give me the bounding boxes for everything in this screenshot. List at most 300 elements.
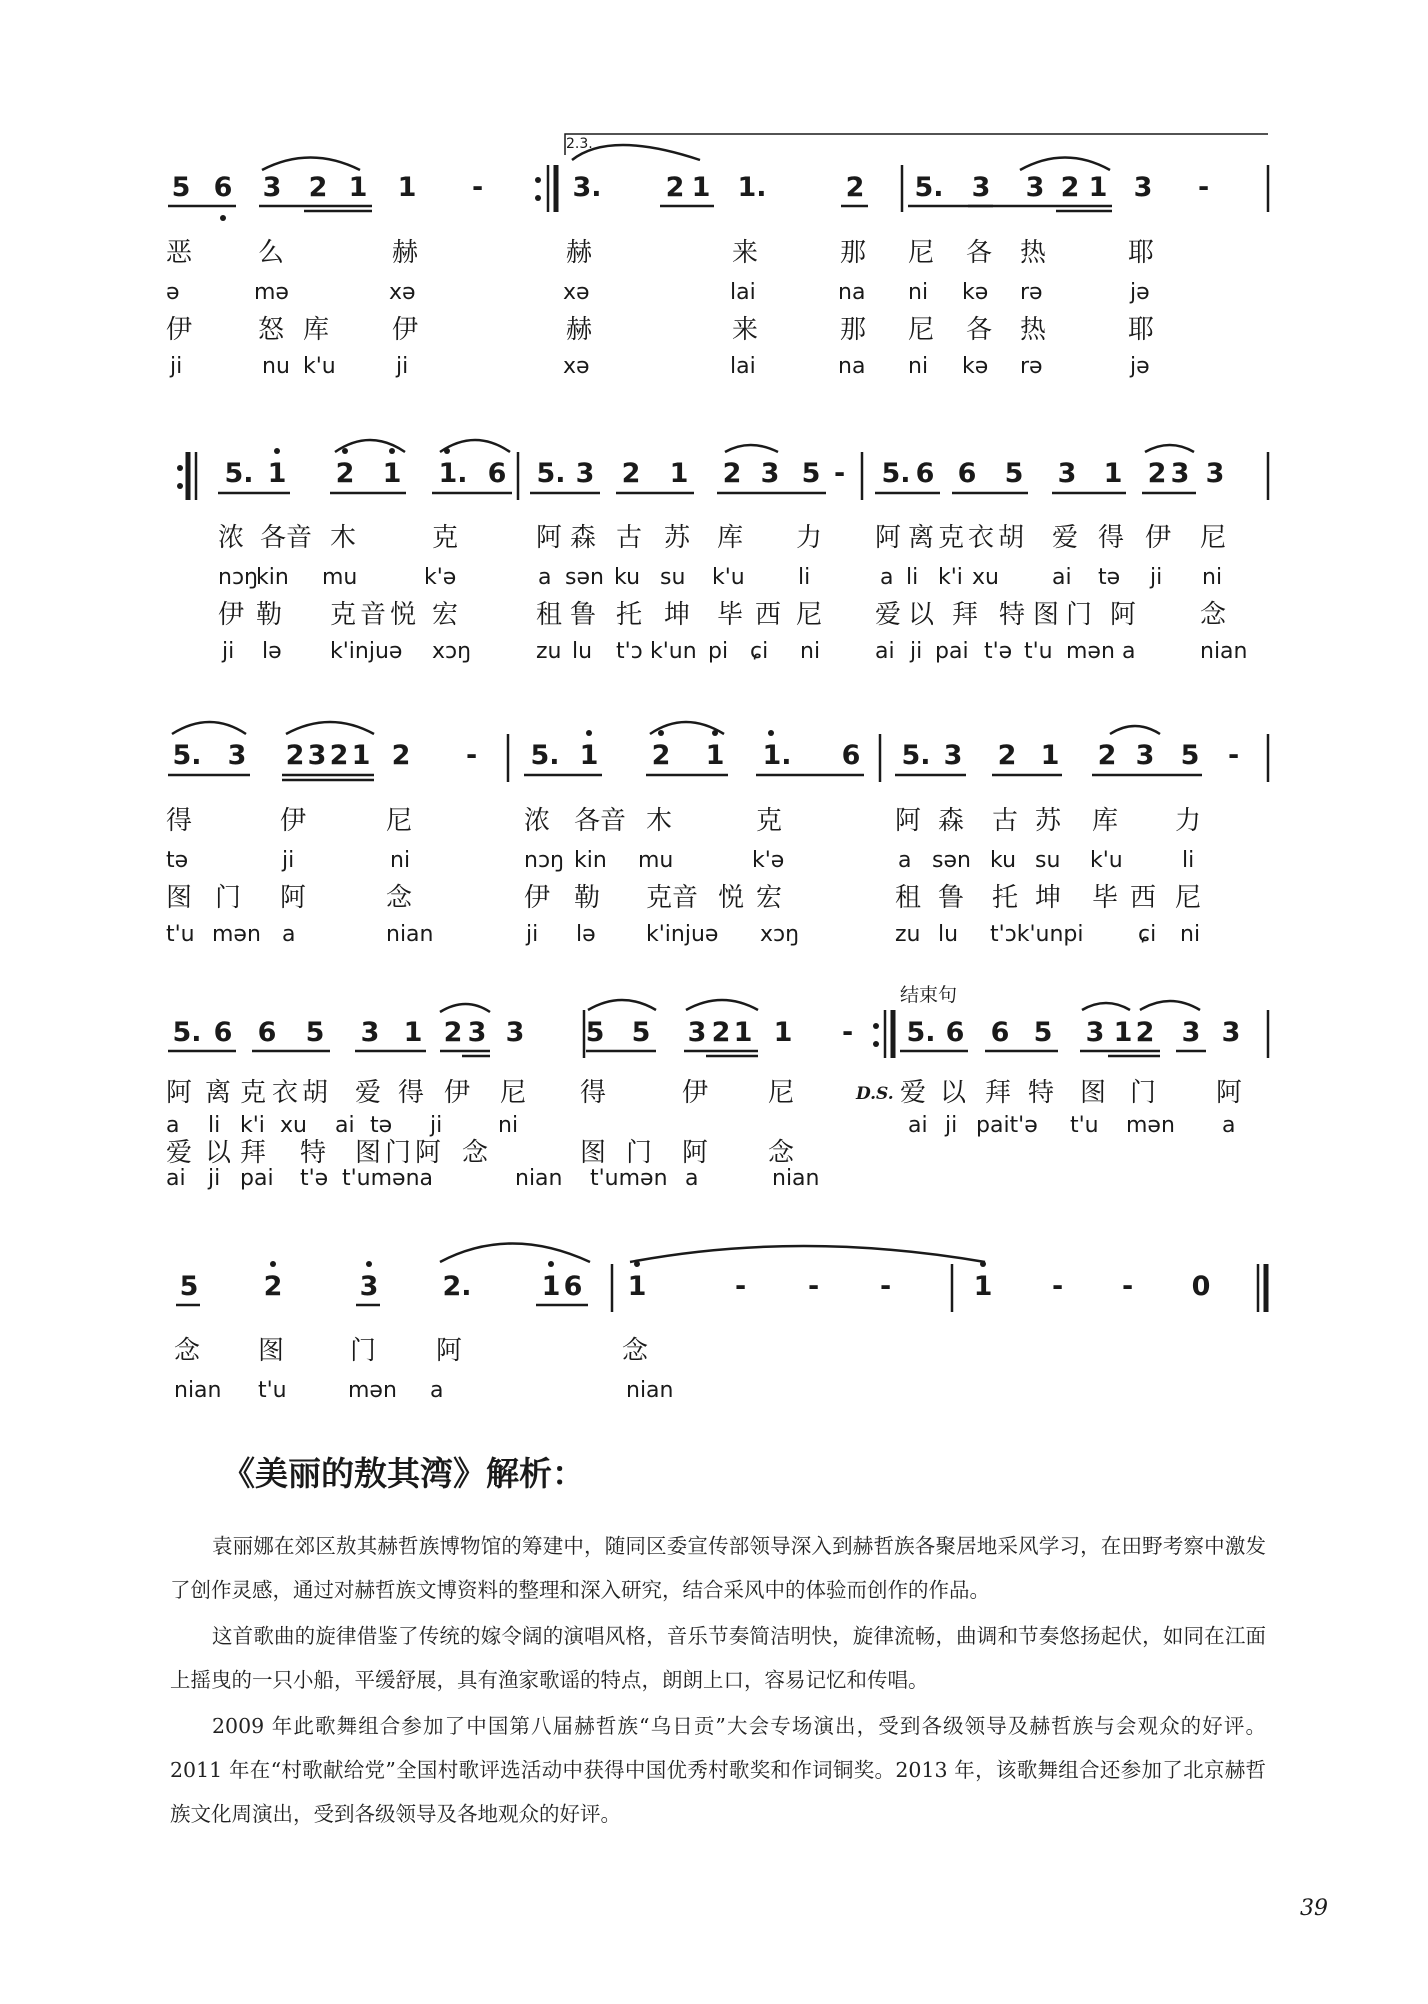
- lyric: 图: [166, 883, 193, 913]
- note: 1.: [762, 740, 792, 771]
- lyric: 耶: [1128, 315, 1155, 345]
- lyric: 库: [1092, 806, 1119, 836]
- lyric: 伊: [524, 883, 551, 913]
- ipa: a: [880, 565, 894, 590]
- lyric: 念: [174, 1336, 201, 1366]
- lyric: 克: [756, 806, 783, 836]
- ipa: a: [1222, 1113, 1236, 1138]
- note: 5: [179, 1271, 199, 1302]
- ipa: ji: [430, 1113, 443, 1138]
- lyric: 尼: [500, 1078, 527, 1108]
- note: 3: [943, 740, 963, 771]
- dash: -: [735, 1271, 747, 1302]
- paragraph: 2009 年此歌舞组合参加了中国第八届赫哲族“乌日贡”大会专场演出，受到各级领导及赫哲族与会观众的好评。2011 年在“村歌献给党”全国村歌评选活动中获得中国优秀村歌奖和作词铜奖。2013 年，该歌舞组合还参加了北京赫哲族文化周演出，受到各级领导及各地观众的好评。: [170, 1714, 1266, 1826]
- note: 0: [1191, 1271, 1211, 1302]
- note: 1: [1103, 458, 1123, 489]
- ipa: t'umən: [590, 1166, 668, 1191]
- lyric: 库: [303, 315, 330, 345]
- ipa: mən: [212, 922, 261, 947]
- lyric: 伊: [280, 806, 307, 836]
- note: 5.: [172, 1017, 202, 1048]
- note: 3: [1085, 1017, 1105, 1048]
- note: 3: [467, 1017, 487, 1048]
- lyric: 得: [398, 1078, 425, 1108]
- note: 1: [267, 458, 287, 489]
- ipa: k'i: [240, 1113, 265, 1138]
- ipa: mu: [322, 565, 358, 590]
- lyric: 毕: [1092, 883, 1119, 913]
- lyric: 衣: [272, 1078, 299, 1108]
- note: 2: [1147, 458, 1167, 489]
- lyric: 尼: [908, 238, 935, 268]
- lyric: 赫: [566, 238, 593, 268]
- lyric: 尼: [908, 315, 935, 345]
- note: 2: [665, 172, 685, 203]
- ipa: xu: [972, 565, 999, 590]
- note: 2.: [442, 1271, 472, 1302]
- lyric: 来: [732, 238, 759, 268]
- section-heading: 《美丽的敖其湾》解析：: [222, 1454, 585, 1493]
- ipa: li: [798, 565, 811, 590]
- note: 3: [360, 1017, 380, 1048]
- ipa: k'u: [303, 354, 336, 379]
- note: 6: [945, 1017, 965, 1048]
- ipa: jə: [1130, 354, 1150, 379]
- ipa: ji: [282, 848, 295, 873]
- page-number: 39: [1300, 1896, 1328, 1921]
- lyric: 特: [300, 1138, 327, 1168]
- dash: -: [1052, 1271, 1064, 1302]
- note: 2: [997, 740, 1017, 771]
- note: 5: [801, 458, 821, 489]
- lyric: 阿: [536, 523, 563, 553]
- paragraph: 这首歌曲的旋律借鉴了传统的嫁令阔的演唱风格，音乐节奏简洁明快，旋律流畅，曲调和节奏悠扬起伏，如同在江面上摇曳的一只小船，平缓舒展，具有渔家歌谣的特点，朗朗上口，容易记忆和传唱。: [170, 1624, 1266, 1692]
- lyric: 宏: [756, 883, 783, 913]
- lyric: 来: [732, 315, 759, 345]
- lyric: 怒: [258, 315, 285, 345]
- ipa: xə: [389, 280, 416, 305]
- lyric: 克: [330, 600, 357, 630]
- note: 5.: [881, 458, 911, 489]
- note: 1: [351, 740, 371, 771]
- ipa: k'ə: [424, 565, 457, 590]
- ipa: zu: [536, 639, 562, 664]
- note: 2: [845, 172, 865, 203]
- lyric: 音: [360, 600, 387, 630]
- note: 6: [213, 1017, 233, 1048]
- ipa: li: [1182, 848, 1195, 873]
- lyric: 么: [258, 238, 285, 268]
- lyric: 念: [1200, 600, 1227, 630]
- ipa: pi: [708, 639, 729, 664]
- ipa: ji: [526, 922, 539, 947]
- ipa: a: [898, 848, 912, 873]
- ipa: nian: [386, 922, 434, 947]
- note: 2: [1135, 1017, 1155, 1048]
- lyric: 图: [355, 1138, 382, 1168]
- lyric: 尼: [1175, 883, 1202, 913]
- lyric: 阿: [895, 806, 922, 836]
- note: 2: [335, 458, 355, 489]
- lyric: 离: [908, 523, 935, 553]
- note: 5.: [901, 740, 931, 771]
- lyric: 以: [908, 600, 935, 630]
- note: 1: [1040, 740, 1060, 771]
- ipa: ji: [396, 354, 409, 379]
- lyric: 那: [840, 315, 867, 345]
- ipa: a: [430, 1378, 444, 1403]
- lyric: 勒: [256, 600, 283, 630]
- note: 5: [631, 1017, 651, 1048]
- lyric: 念: [462, 1138, 489, 1168]
- note: 1: [1113, 1017, 1133, 1048]
- ipa: su: [660, 565, 686, 590]
- lyric: 宏: [432, 600, 459, 630]
- lyric: 克: [432, 523, 459, 553]
- ipa: kə: [962, 280, 989, 305]
- ipa: ɕi: [1138, 922, 1157, 947]
- ipa: ai: [1052, 565, 1072, 590]
- note: 2: [722, 458, 742, 489]
- lyric: 得: [580, 1078, 607, 1108]
- lyric: 森: [570, 523, 597, 553]
- lyric: 爱: [355, 1078, 382, 1108]
- note: 1: [541, 1271, 561, 1302]
- lyric: 各音: [574, 806, 627, 836]
- lyric: 阿: [415, 1138, 442, 1168]
- lyric: 悦: [390, 600, 417, 630]
- ipa: xə: [563, 280, 590, 305]
- note: 5: [1180, 740, 1200, 771]
- note: 3: [687, 1017, 707, 1048]
- note: 3: [1181, 1017, 1201, 1048]
- dash: -: [472, 172, 484, 203]
- ipa: mu: [638, 848, 674, 873]
- lyric: 克: [240, 1078, 267, 1108]
- lyric: 托: [616, 600, 643, 630]
- note: 3: [1025, 172, 1045, 203]
- ipa: t'ɔ: [616, 639, 643, 664]
- note: 6: [990, 1017, 1010, 1048]
- dash: -: [880, 1271, 892, 1302]
- ipa: ə: [166, 280, 180, 305]
- ipa: lu: [938, 922, 959, 947]
- ipa: na: [838, 354, 866, 379]
- lyric: 门: [215, 883, 242, 913]
- lyric: 伊: [166, 315, 193, 345]
- note: 6: [487, 458, 507, 489]
- lyric: 坤: [1035, 883, 1062, 913]
- lyric: 悦: [718, 883, 745, 913]
- lyric: 尼: [768, 1078, 795, 1108]
- lyric: 伊: [682, 1078, 709, 1108]
- lyric: 图: [1033, 600, 1060, 630]
- lyric: 阿: [436, 1336, 463, 1366]
- ipa: nian: [1200, 639, 1248, 664]
- note: 5.: [172, 740, 202, 771]
- note: 1: [397, 172, 417, 203]
- ipa: ni: [908, 280, 929, 305]
- lyric: 木: [330, 523, 357, 553]
- lyric: 鲁: [938, 883, 965, 913]
- ipa: xu: [280, 1113, 307, 1138]
- note: 3: [1221, 1017, 1241, 1048]
- ipa: pai: [935, 639, 969, 664]
- ipa: ni: [800, 639, 821, 664]
- lyric: 拜: [952, 600, 979, 630]
- volta-label: 2.3.: [566, 136, 593, 152]
- lyric: 耶: [1128, 238, 1155, 268]
- lyric: 阿: [682, 1138, 709, 1168]
- ipa: nu: [262, 354, 290, 379]
- ipa: lu: [572, 639, 593, 664]
- ipa: tə: [166, 848, 189, 873]
- ipa: a: [685, 1166, 699, 1191]
- note: 1: [773, 1017, 793, 1048]
- lyric: 念: [386, 883, 413, 913]
- ipa: kin: [574, 848, 607, 873]
- ipa: jə: [1130, 280, 1150, 305]
- ipa: lə: [576, 922, 596, 947]
- note: 1: [627, 1271, 647, 1302]
- lyric: 库: [717, 523, 744, 553]
- ipa: nian: [626, 1378, 674, 1403]
- note: 3: [971, 172, 991, 203]
- lyric: 力: [796, 523, 823, 553]
- ipa: k'i: [938, 565, 963, 590]
- lyric: 离: [205, 1078, 232, 1108]
- lyric: 得: [166, 806, 193, 836]
- note: 2: [391, 740, 411, 771]
- note: 3.: [572, 172, 602, 203]
- ipa: lai: [730, 280, 756, 305]
- lyric: 力: [1175, 806, 1202, 836]
- note: 1: [382, 458, 402, 489]
- lyric: 托: [992, 883, 1019, 913]
- lyric: 图: [258, 1336, 285, 1366]
- ipa: rə: [1020, 280, 1043, 305]
- lyric: 租: [536, 600, 563, 630]
- note: 3: [262, 172, 282, 203]
- lyric: 门: [350, 1336, 377, 1366]
- lyric: 森: [938, 806, 965, 836]
- lyric: 浓: [524, 806, 551, 836]
- lyric: 伊: [218, 600, 245, 630]
- lyric: 古: [992, 806, 1019, 836]
- ipa: ji: [170, 354, 183, 379]
- ipa: nian: [174, 1378, 222, 1403]
- ipa: lə: [262, 639, 282, 664]
- ipa: k'u: [1090, 848, 1123, 873]
- lyric: 门: [1066, 600, 1093, 630]
- note: 2: [1060, 172, 1080, 203]
- note: 5: [1004, 458, 1024, 489]
- ipa: ji: [945, 1113, 958, 1138]
- lyric: 各音: [260, 523, 313, 553]
- lyric: 那: [840, 238, 867, 268]
- note: 6: [257, 1017, 277, 1048]
- ipa: t'ə: [984, 639, 1013, 664]
- lyric: 西: [1130, 883, 1157, 913]
- note: 5.: [536, 458, 566, 489]
- note: 6: [957, 458, 977, 489]
- ipa: mən: [1126, 1113, 1175, 1138]
- dash: -: [834, 458, 846, 489]
- note: 2: [1097, 740, 1117, 771]
- note: 5: [171, 172, 191, 203]
- ipa: a: [166, 1113, 180, 1138]
- lyric: 浓: [218, 523, 247, 553]
- note: 2: [621, 458, 641, 489]
- lyric: 尼: [796, 600, 823, 630]
- lyric: 伊: [1145, 523, 1172, 553]
- note: 5.: [914, 172, 944, 203]
- lyric: 恶: [166, 238, 193, 268]
- ipa: xɔŋ: [432, 639, 472, 664]
- lyric: 尼: [386, 806, 413, 836]
- ipa: nian: [772, 1166, 820, 1191]
- note: 5: [305, 1017, 325, 1048]
- ipa: mən: [1066, 639, 1115, 664]
- ipa: ai: [908, 1113, 928, 1138]
- note: 2: [443, 1017, 463, 1048]
- lyric: 爱: [900, 1078, 927, 1108]
- note: 2: [285, 740, 305, 771]
- paragraph: 袁丽娜在郊区敖其赫哲族博物馆的筹建中，随同区委宣传部领导深入到赫哲族各聚居地采风学习，在田野考察中激发了创作灵感，通过对赫哲族文博资料的整理和深入研究，结合采风中的体验而创作的作品。: [170, 1534, 1266, 1602]
- ipa: k'u: [712, 565, 745, 590]
- lyric: 门: [626, 1138, 653, 1168]
- ipa: ji: [910, 639, 923, 664]
- ipa: lai: [730, 354, 756, 379]
- ipa: mən: [348, 1378, 397, 1403]
- note: 6: [915, 458, 935, 489]
- ipa: ai: [166, 1166, 186, 1191]
- note: 1: [1088, 172, 1108, 203]
- note: 6: [213, 172, 233, 203]
- ipa: su: [1035, 848, 1061, 873]
- ipa: ai: [875, 639, 895, 664]
- ipa: a: [1122, 639, 1136, 664]
- ipa: nɔŋ: [218, 565, 258, 590]
- lyric: 爱: [166, 1138, 193, 1168]
- dash: -: [842, 1017, 854, 1048]
- note: 6: [841, 740, 861, 771]
- lyric: 特: [999, 600, 1026, 630]
- ipa: li: [906, 565, 919, 590]
- lyric: 勒: [574, 883, 601, 913]
- note: 1: [973, 1271, 993, 1302]
- note: 5.: [906, 1017, 936, 1048]
- ipa: k'injuə: [330, 639, 403, 664]
- lyric: 图: [1080, 1078, 1107, 1108]
- ipa: ni: [908, 354, 929, 379]
- ipa: xɔŋ: [760, 922, 800, 947]
- note: 3: [227, 740, 247, 771]
- note: 1.: [438, 458, 468, 489]
- note: 1: [403, 1017, 423, 1048]
- ipa: sən: [565, 565, 604, 590]
- lyric: 木: [646, 806, 673, 836]
- ipa: ji: [1150, 565, 1163, 590]
- lyric: 以: [940, 1078, 967, 1108]
- lyric: 克音: [646, 883, 699, 913]
- note: 5: [585, 1017, 605, 1048]
- note: 1: [579, 740, 599, 771]
- note: 3: [575, 458, 595, 489]
- dash: -: [466, 740, 478, 771]
- lyric: 胡: [998, 523, 1025, 553]
- note: 2: [711, 1017, 731, 1048]
- lyric: 热: [1020, 315, 1047, 345]
- lyric: 门: [385, 1138, 412, 1168]
- ipa: a: [538, 565, 552, 590]
- note: 2: [308, 172, 328, 203]
- ipa: pait'ə: [976, 1113, 1038, 1138]
- lyric: 各: [966, 315, 993, 345]
- ipa: pai: [240, 1166, 274, 1191]
- note: 3: [760, 458, 780, 489]
- ipa: a: [282, 922, 296, 947]
- lyric: 念: [622, 1336, 649, 1366]
- lyric: 胡: [302, 1078, 329, 1108]
- note: 3: [1057, 458, 1077, 489]
- note: 3: [307, 740, 327, 771]
- lyric: 阿: [166, 1078, 193, 1108]
- note: 3: [1205, 458, 1225, 489]
- ipa: ku: [990, 848, 1017, 873]
- ipa: ku: [614, 565, 641, 590]
- ipa: t'u: [166, 922, 195, 947]
- ipa: zu: [895, 922, 921, 947]
- ipa: ai: [335, 1113, 355, 1138]
- lyric: 古: [616, 523, 643, 553]
- note: 3: [1133, 172, 1153, 203]
- lyric: 毕: [717, 600, 744, 630]
- lyric: 得: [1098, 523, 1125, 553]
- lyric: 克: [938, 523, 965, 553]
- lyric: 各: [966, 238, 993, 268]
- lyric: 以: [205, 1138, 232, 1168]
- note: 2: [263, 1271, 283, 1302]
- ipa: t'ɔk'unpi: [990, 922, 1084, 947]
- ipa: na: [838, 280, 866, 305]
- ipa: t'u: [1024, 639, 1053, 664]
- lyric: 爱: [1052, 523, 1079, 553]
- lyric: 念: [768, 1138, 795, 1168]
- ipa: nian: [515, 1166, 563, 1191]
- ipa: ji: [222, 639, 235, 664]
- ipa: k'injuə: [646, 922, 719, 947]
- note: 5: [1033, 1017, 1053, 1048]
- lyric: 伊: [444, 1078, 471, 1108]
- lyric: 门: [1130, 1078, 1157, 1108]
- lyric: 阿: [875, 523, 902, 553]
- lyric: 苏: [1035, 806, 1062, 836]
- ipa: kin: [256, 565, 289, 590]
- ipa: t'u: [1070, 1113, 1099, 1138]
- ipa: ji: [208, 1166, 221, 1191]
- lyric: 爱: [875, 600, 902, 630]
- note: 1: [691, 172, 711, 203]
- lyric: 阿: [1110, 600, 1137, 630]
- ipa: xə: [563, 354, 590, 379]
- lyric: 赫: [566, 315, 593, 345]
- note: 1: [733, 1017, 753, 1048]
- dash: -: [1122, 1271, 1134, 1302]
- dash: -: [1198, 172, 1210, 203]
- note: 2: [651, 740, 671, 771]
- lyric: 热: [1020, 238, 1047, 268]
